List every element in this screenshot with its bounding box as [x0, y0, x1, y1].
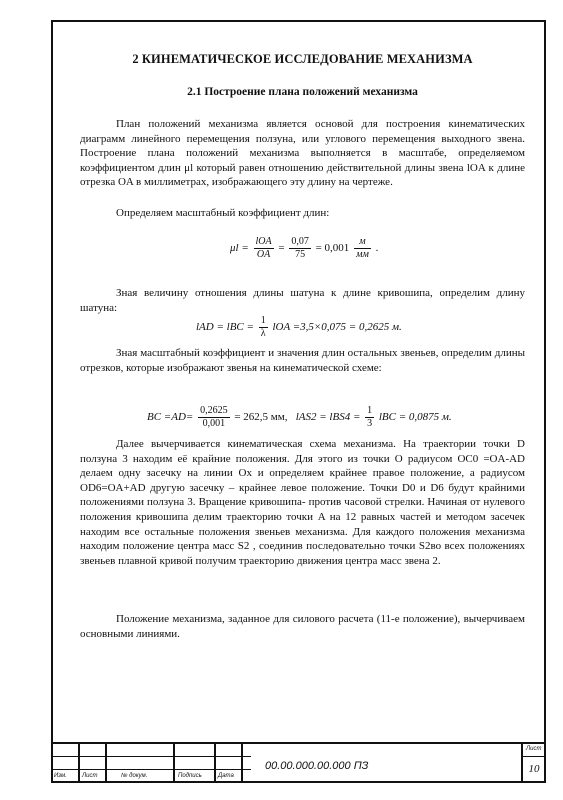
paragraph-2: Определяем масштабный коэффициент длин: — [116, 207, 330, 219]
eq3-den2: 3 — [367, 418, 373, 429]
eq1-frac-1 — [254, 236, 274, 261]
eq2-num: 1 — [260, 315, 266, 326]
paragraph-6: Положение механизма, заданное для силового расчета (11-е положение), вычерчиваем основными линиями. — [80, 613, 525, 640]
eq1-num1: lOA — [255, 236, 272, 247]
stamp-label-doc-number: № докум. — [121, 773, 148, 779]
stamp-label-izm: Изм. — [54, 773, 67, 779]
paragraph-1: План положений механизма является основой для построения кинематических диаграмм линейного перемещения ползуна, или углового перемещения выходного звена. Построение плана положений механизма выполняется в масштабе, определяемом коэффициентом длин μl который равен отношению действительной длины звена lOA к длине отрезка OA в миллиметрах, изображающего эту длину на чертеже. — [80, 118, 525, 189]
eq1-frac-2 — [289, 236, 311, 261]
stamp-col-2 — [105, 742, 107, 783]
eq3-rhs1: lAS2 = lBS4 = — [295, 411, 361, 424]
eq1-den2: 75 — [295, 249, 306, 260]
eq1-rhs: = 0,001 — [315, 242, 350, 255]
eq2-den: λ — [260, 328, 266, 339]
paragraph-4: Зная масштабный коэффициент и значения длин остальных звеньев, определим длины отрезков, которые изображают звенья на кинематической схеме: — [80, 347, 525, 374]
eq1-equals: = — [278, 242, 285, 255]
stamp-top-line — [51, 742, 546, 744]
eq1-num2: 0,07 — [291, 236, 309, 247]
eq3-den1: 0,001 — [202, 418, 226, 429]
equation-scale — [230, 236, 378, 261]
eq2-rhs: lOA =3,5×0,075 = 0,2625 м. — [272, 321, 402, 334]
eq2-lhs: lAD = lBC = — [196, 321, 254, 334]
sheet-number: 10 — [528, 763, 540, 775]
stamp-row-line-2 — [51, 769, 251, 770]
stamp-label-date: Дата — [218, 773, 234, 779]
stamp-label-list: Лист — [82, 773, 98, 779]
subsection-heading: 2.1 Построение плана положений механизма — [187, 86, 418, 98]
eq1-end: . — [375, 242, 379, 255]
eq3-num2: 1 — [367, 405, 373, 416]
eq3-num1: 0,2625 — [200, 405, 228, 416]
eq1-num3: м — [354, 236, 371, 249]
document-code: 00.00.000.00.000 ПЗ — [265, 760, 369, 772]
stamp-col-4 — [214, 742, 216, 783]
eq3-frac-2 — [365, 405, 374, 430]
stamp-col-5 — [241, 742, 243, 783]
equation-rod-length — [196, 315, 402, 340]
stamp-sheet-line — [521, 756, 546, 757]
stamp-sheet-label: Лист — [526, 746, 542, 752]
stamp-col-3 — [173, 742, 175, 783]
eq3-frac-1 — [198, 405, 230, 430]
equation-segments — [147, 405, 452, 430]
paragraph-3: Зная величину отношения длины шатуна к длине кривошипа, определим длину шатуна: — [80, 287, 525, 314]
eq1-lhs: μl = — [230, 242, 249, 255]
stamp-label-signature: Подпись — [178, 773, 202, 779]
eq1-frac-3 — [354, 236, 371, 261]
section-heading: 2 КИНЕМАТИЧЕСКОЕ ИССЛЕДОВАНИЕ МЕХАНИЗМА — [132, 52, 473, 66]
stamp-col-1 — [78, 742, 80, 783]
eq3-mid: = 262,5 мм, — [234, 411, 288, 424]
paragraph-5: Далее вычерчивается кинематическая схема механизма. На траектории точки D ползуна 3 находим её крайние положения. Для этого из точки O радиусом OC0 =OA-AD делаем одну засечку на линии Ox и определяем крайнее правое положение, а радиусом OD6=OA+AD другую засечку – крайнее левое положение. Точки D0 и D6 будут крайними положениями ползуна 3. Вращение кривошипа- против часовой стрелки. Начиная от нулевого положения кривошипа делим траекторию точки A на 12 равных частей и методом засечек находим все остальные положения звеньев механизма. Для каждого положения механизма находим положение центра масс S2 , соединив последовательно точки S2во всех положениях звеньев плавной кривой получим траекторию движения центра масс звена 2. — [80, 438, 525, 567]
stamp-row-line-1 — [51, 756, 251, 757]
eq1-den1: OA — [256, 249, 271, 260]
eq3-lhs: BC =AD= — [147, 411, 194, 424]
eq1-den3: мм — [356, 249, 369, 260]
eq3-rhs2: lBC = 0,0875 м. — [378, 411, 452, 424]
eq2-frac — [259, 315, 268, 340]
